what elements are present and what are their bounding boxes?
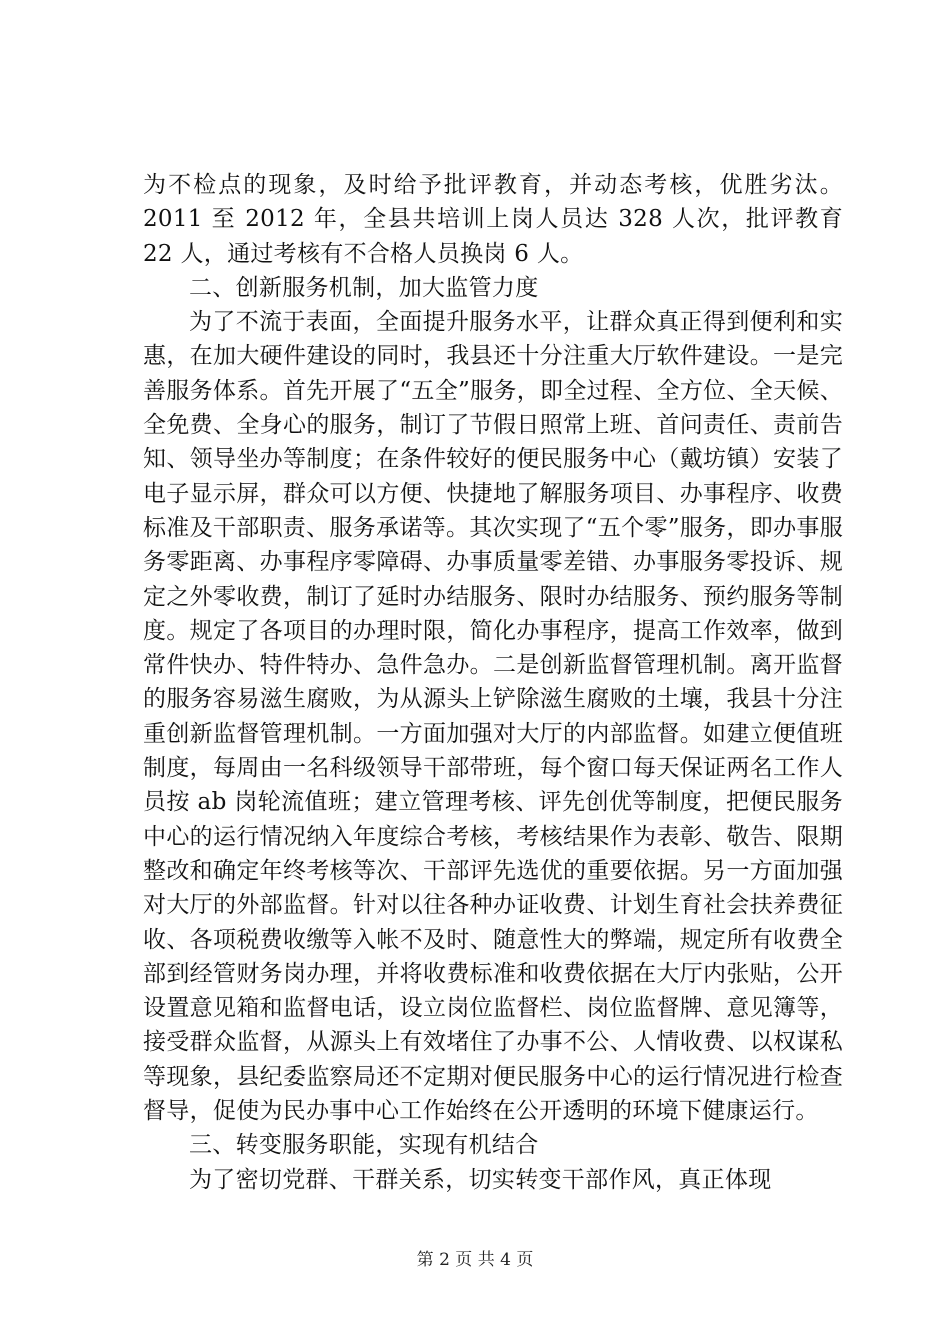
paragraph-service-function: 为了密切党群、干群关系，切实转变干部作风，真正体现 [189,1166,772,1193]
paragraph-continuation: 为不检点的现象，及时给予批评教育，并动态考核，优胜劣汰。2011 至 2012 年，全县共培训上岗人员达 328 人次，批评教育 22 人，通过考核有不合格人员换岗 6 人。 [143,172,843,267]
page-number-footer: 第 2 页 共 4 页 [416,1250,534,1270]
section-heading-2: 二、创新服务机制，加大监管力度 [189,274,539,301]
paragraph-service-mechanism: 为了不流于表面，全面提升服务水平，让群众真正得到便利和实惠，在加大硬件建设的同时，我县还十分注重大厅软件建设。一是完善服务体系。首先开展了“五全”服务，即全过程、全方位、全天候、全免费、全身心的服务，制订了节假日照常上班、首问责任、责前告知、领导坐办等制度；在条件较好的便民服务中心（戴坊镇）安装了电子显示屏，群众可以方便、快捷地了解服务项目、办事程序、收费标准及干部职责、服务承诺等。其次实现了“五个零”服务，即办事服务零距离、办事程序零障碍、办事质量零差错、办事服务零投诉、规定之外零收费，制订了延时办结服务、限时办结服务、预约服务等制度。规定了各项目的办理时限，简化办事程序，提高工作效率，做到常件快办、特件特办、急件急办。二是创新监督管理机制。离开监督的服务容易滋生腐败，为从源头上铲除滋生腐败的土壤，我县十分注重创新监督管理机制。一方面加强对大厅的内部监督。如建立便值班制度，每周由一名科级领导干部带班，每个窗口每天保证两名工作人员按 ab 岗轮流值班；建立管理考核、评先创优等制度，把便民服务中心的运行情况纳入年度综合考核，考核结果作为表彰、敬告、限期整改和确定年终考核等次、干部评先选优的重要依据。另一方面加强对大厅的外部监督。针对以往各种办证收费、计划生育社会扶养费征收、各项税费收缴等入帐不及时、随意性大的弊端，规定所有收费全部到经管财务岗办理，并将收费标准和收费依据在大厅内张贴，公开设置意见箱和监督电话，设立岗位监督栏、岗位监督牌、意见簿等，接受群众监督，从源头上有效堵住了办事不公、人情收费、以权谋私等现象，县纪委监察局还不定期对便民服务中心的运行情况进行检查督导，促使为民办事中心工作始终在公开透明的环境下健康运行。 [143,309,843,1125]
document-body [143,168,843,1197]
section-heading-3: 三、转变服务职能，实现有机结合 [189,1132,539,1159]
